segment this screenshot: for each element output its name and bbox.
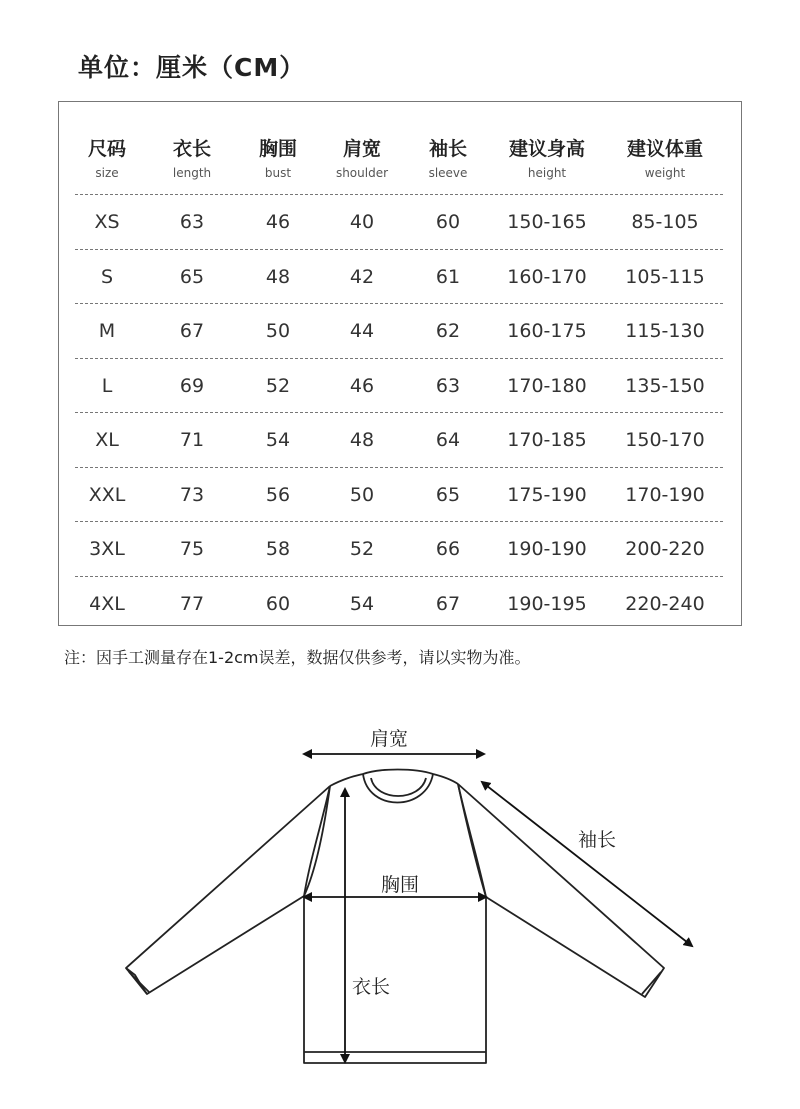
- cell-bust: 52: [265, 375, 291, 397]
- cell-sleeve: 62: [435, 320, 461, 342]
- cell-bust: 54: [265, 429, 291, 451]
- header-label-zh: 建议体重: [626, 138, 703, 160]
- table-row: [59, 304, 741, 358]
- cell-sleeve: 66: [435, 538, 461, 560]
- cell-height: 190-195: [507, 593, 587, 615]
- header-label-en: weight: [644, 166, 686, 180]
- cell-height: 170-185: [507, 429, 587, 451]
- measurement-arrows: [304, 754, 692, 1062]
- header-weight: [605, 136, 725, 180]
- measurement-note: 注：因手工测量存在1-2cm误差，数据仅供参考，请以实物为准。: [64, 648, 531, 667]
- bust-label: 胸围: [381, 874, 420, 896]
- cell-size: XS: [94, 211, 120, 233]
- cell-length: 65: [179, 266, 205, 288]
- cell-shoulder: 40: [349, 211, 375, 233]
- header-label-en: bust: [264, 166, 292, 180]
- cell-shoulder: 50: [349, 484, 375, 506]
- cell-size: M: [98, 320, 116, 342]
- cell-weight: 85-105: [631, 211, 699, 233]
- cell-weight: 200-220: [625, 538, 705, 560]
- cell-weight: 115-130: [625, 320, 705, 342]
- cell-length: 67: [179, 320, 205, 342]
- header-label-en: sleeve: [428, 166, 468, 180]
- cell-weight: 170-190: [625, 484, 705, 506]
- sleeve-label: 袖长: [578, 829, 617, 851]
- table-row: [59, 195, 741, 249]
- cell-length: 73: [179, 484, 205, 506]
- cell-length: 69: [179, 375, 205, 397]
- cell-bust: 58: [265, 538, 291, 560]
- cell-sleeve: 61: [435, 266, 461, 288]
- table-row: [59, 577, 741, 631]
- cell-size: L: [101, 375, 113, 397]
- cell-height: 160-170: [507, 266, 587, 288]
- header-label-zh: 建议身高: [508, 138, 585, 160]
- cell-shoulder: 48: [349, 429, 375, 451]
- cell-weight: 150-170: [625, 429, 705, 451]
- table-row: [59, 413, 741, 467]
- cell-bust: 50: [265, 320, 291, 342]
- unit-title: 单位：厘米（CM）: [78, 53, 306, 82]
- cell-height: 175-190: [507, 484, 587, 506]
- cell-sleeve: 60: [435, 211, 461, 233]
- cell-shoulder: 44: [349, 320, 375, 342]
- cell-size: XL: [95, 429, 119, 451]
- cell-sleeve: 67: [435, 593, 461, 615]
- cell-bust: 46: [265, 211, 291, 233]
- header-label-en: length: [172, 166, 212, 180]
- cell-shoulder: 42: [349, 266, 375, 288]
- cell-length: 77: [179, 593, 205, 615]
- cell-bust: 60: [265, 593, 291, 615]
- shirt-diagram: [0, 700, 800, 1100]
- cell-size: S: [100, 266, 114, 288]
- table-row: [59, 522, 741, 576]
- header-label-en: shoulder: [335, 166, 389, 180]
- cell-length: 75: [179, 538, 205, 560]
- cell-bust: 56: [265, 484, 291, 506]
- cell-size: 3XL: [89, 538, 125, 560]
- cell-sleeve: 65: [435, 484, 461, 506]
- cell-length: 71: [179, 429, 205, 451]
- cell-length: 63: [179, 211, 205, 233]
- cell-size: XXL: [88, 484, 126, 506]
- cell-sleeve: 63: [435, 375, 461, 397]
- cell-bust: 48: [265, 266, 291, 288]
- table-row: [59, 468, 741, 522]
- cell-sleeve: 64: [435, 429, 461, 451]
- header-label-zh: 胸围: [258, 138, 297, 160]
- table-row: [59, 250, 741, 304]
- cell-shoulder: 52: [349, 538, 375, 560]
- sleeve-arrow: [482, 782, 692, 946]
- header-label-zh: 尺码: [87, 138, 126, 160]
- header-label-zh: 袖长: [428, 138, 467, 160]
- header-label-en: height: [527, 166, 567, 180]
- header-label-en: size: [95, 166, 119, 180]
- table-header: [59, 102, 741, 195]
- cell-shoulder: 46: [349, 375, 375, 397]
- cell-size: 4XL: [89, 593, 125, 615]
- cell-weight: 135-150: [625, 375, 705, 397]
- header-label-zh: 衣长: [172, 138, 211, 160]
- cell-height: 160-175: [507, 320, 587, 342]
- cell-height: 190-190: [507, 538, 587, 560]
- measurement-diagram: [0, 700, 800, 1100]
- header-label-zh: 肩宽: [342, 138, 381, 160]
- cell-shoulder: 54: [349, 593, 375, 615]
- cell-height: 170-180: [507, 375, 587, 397]
- size-table: [58, 101, 742, 626]
- shoulder-label: 肩宽: [370, 728, 409, 750]
- cell-height: 150-165: [507, 211, 587, 233]
- length-label: 衣长: [352, 976, 391, 998]
- cell-weight: 105-115: [625, 266, 705, 288]
- cell-weight: 220-240: [625, 593, 705, 615]
- table-row: [59, 359, 741, 413]
- shirt-outline: [126, 770, 664, 1064]
- header-height: [487, 136, 607, 180]
